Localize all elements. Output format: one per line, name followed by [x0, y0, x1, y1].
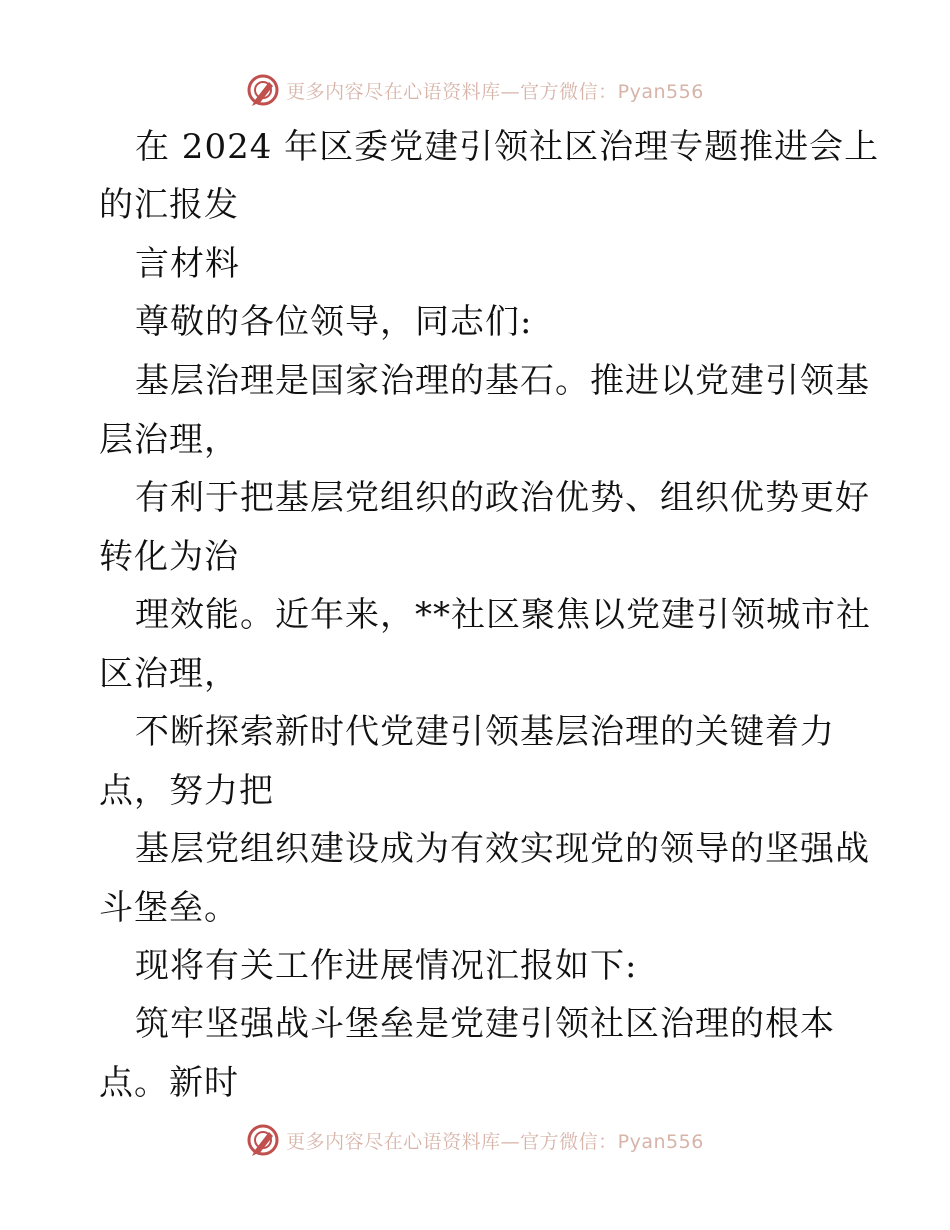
paragraph-line: 点，努力把 — [99, 771, 274, 811]
paragraph-line: 现将有关工作进展情况汇报如下: — [135, 946, 638, 986]
paragraph-line: 筑牢坚强战斗堡垒是党建引领社区治理的根本 — [135, 1004, 835, 1044]
paragraph-line: 转化为治 — [99, 537, 239, 577]
paragraph-line: 不断探索新时代党建引领基层治理的关键着力 — [135, 712, 835, 752]
paragraph-line: 区治理， — [99, 654, 239, 694]
footer-watermark — [0, 1120, 950, 1160]
pen-logo-icon — [246, 1123, 280, 1157]
paragraph-line: 理效能。近年来，**社区聚焦以党建引领城市社 — [135, 595, 871, 635]
title-line-2: 的汇报发 — [99, 185, 239, 225]
paragraph-line: 层治理， — [99, 420, 239, 460]
watermark-text: 更多内容尽在心语资料库—官方微信：Pyan556 — [286, 80, 704, 103]
title-line-1: 在 2024 年区委党建引领社区治理专题推进会上 — [135, 127, 880, 167]
paragraph-line: 斗堡垒。 — [99, 888, 239, 928]
title-line-3: 言材料 — [135, 244, 240, 284]
paragraph-line: 基层治理是国家治理的基石。推进以党建引领基 — [135, 361, 870, 401]
salutation: 尊敬的各位领导，同志们: — [135, 302, 533, 342]
paragraph-line: 点。新时 — [99, 1063, 239, 1103]
paragraph-line: 基层党组织建设成为有效实现党的领导的坚强战 — [135, 829, 870, 869]
watermark-text: 更多内容尽在心语资料库—官方微信：Pyan556 — [286, 1130, 704, 1153]
paragraph-line: 有利于把基层党组织的政治优势、组织优势更好 — [135, 478, 870, 518]
